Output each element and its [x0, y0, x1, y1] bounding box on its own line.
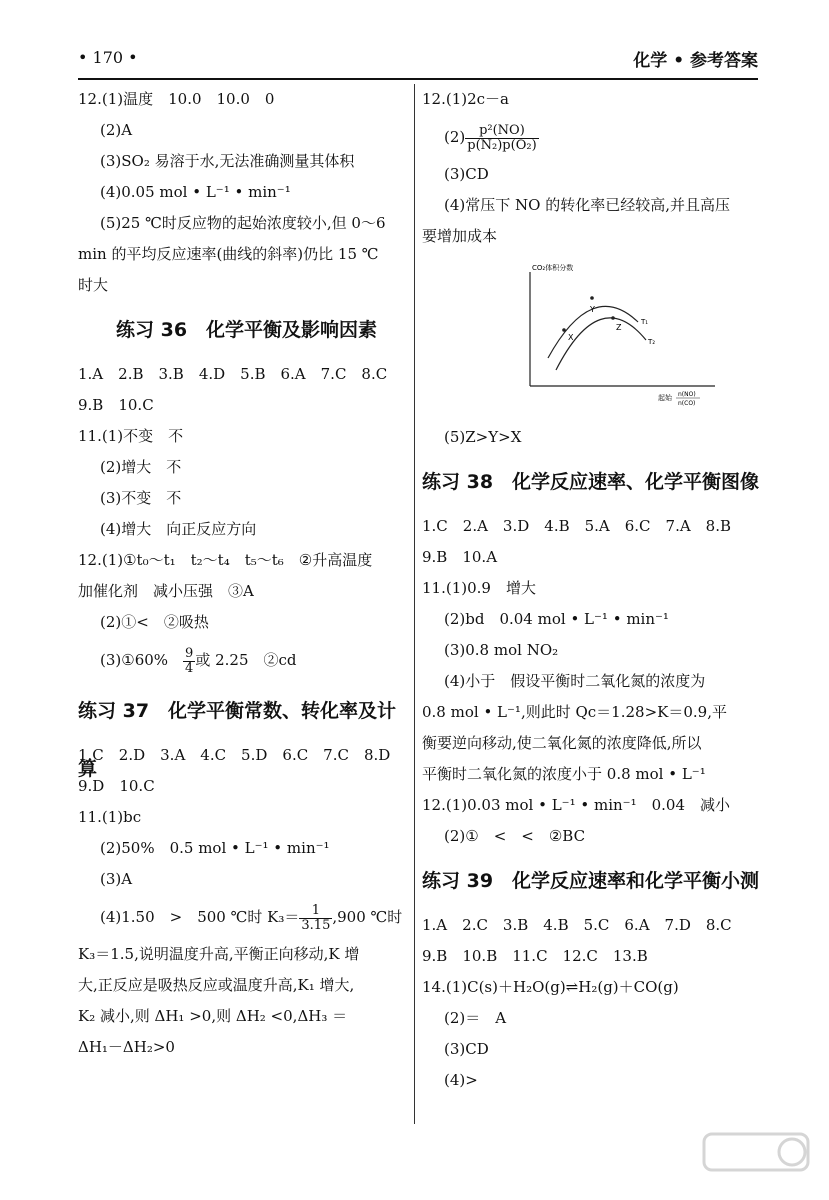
answer-line: 9.B 10.C	[78, 396, 154, 414]
answer-line: 9.D 10.C	[78, 777, 155, 795]
fraction	[299, 904, 332, 933]
header-title: 化学 • 参考答案	[633, 51, 758, 71]
text-part: (3)①60%	[100, 651, 184, 669]
answer-line: 0.8 mol • L⁻¹,则此时 Qc＝1.28>K＝0.9,平	[422, 703, 727, 721]
numerator: p²(NO)	[465, 124, 538, 139]
answer-line: min 的平均反应速率(曲线的斜率)仍比 15 ℃	[78, 245, 379, 263]
header-rule	[78, 78, 758, 80]
answer-line: 11.(1)bc	[78, 808, 142, 826]
curve-t1	[548, 306, 638, 358]
answer-line: (3)0.8 mol NO₂	[444, 641, 559, 659]
answer-line: 12.(1)温度 10.0 10.0 0	[78, 90, 275, 108]
answer-line: (2)A	[100, 121, 133, 139]
answer-line: 1.A 2.C 3.B 4.B 5.C 6.A 7.D 8.C	[422, 916, 732, 934]
watermark-svg	[700, 1130, 820, 1192]
numerator: 1	[299, 904, 332, 919]
answer-line: 14.(1)C(s)＋H₂O(g)⇌H₂(g)＋CO(g)	[422, 978, 679, 996]
answer-line: 12.(1)2c－a	[422, 90, 509, 108]
text-part: (2)	[444, 128, 466, 146]
answer-line: 加催化剂 减小压强 ③A	[78, 582, 254, 600]
t2-label: T₂	[648, 338, 656, 346]
y-axis-label: CO₂体积分数	[532, 264, 574, 272]
numerator: 9	[185, 645, 194, 661]
right-column	[422, 84, 762, 1096]
answer-line: 11.(1)0.9 增大	[422, 579, 536, 597]
denominator: 4	[185, 660, 194, 676]
answer-line: (4)小于 假设平衡时二氧化氮的浓度为	[444, 672, 706, 690]
t1-label: T₁	[641, 318, 649, 326]
answer-line: ΔH₁－ΔH₂>0	[78, 1038, 175, 1056]
section-title-39: 练习 39 化学反应速率和化学平衡小测	[422, 870, 760, 892]
answer-line: (3)A	[100, 870, 133, 888]
answer-line	[78, 895, 408, 939]
answer-line: (4)>	[444, 1071, 478, 1089]
answer-line: (2)增大 不	[100, 458, 182, 476]
answer-line: (2)① < < ②BC	[444, 827, 586, 845]
answer-line: 12.(1)①t₀～t₁ t₂～t₄ t₅～t₆ ②升高温度	[78, 551, 373, 569]
graph-svg	[510, 258, 730, 418]
point-y	[590, 296, 594, 300]
watermark-logo	[700, 1130, 820, 1192]
answer-line	[78, 638, 408, 682]
left-column	[78, 84, 408, 1063]
answer-line: 9.B 10.A	[422, 548, 498, 566]
section-title-37: 练习 37 化学平衡常数、转化率及计算	[78, 700, 397, 780]
answer-line: 9.B 10.B 11.C 12.C 13.B	[422, 947, 648, 965]
text-part: (4)1.50 > 500 ℃时 K₃＝	[100, 908, 300, 926]
text-part: 或 2.25 ②cd	[195, 651, 297, 669]
x-axis-label: 起始	[658, 394, 672, 402]
denominator: p(N₂)p(O₂)	[467, 137, 537, 153]
answer-line: 衡要逆向移动,使二氧化氮的浓度降低,所以	[422, 734, 702, 752]
answer-line: (3)CD	[444, 165, 489, 183]
answer-line: 1.C 2.A 3.D 4.B 5.A 6.C 7.A 8.B	[422, 517, 732, 535]
answer-line: 1.C 2.D 3.A 4.C 5.D 6.C 7.C 8.D	[78, 746, 391, 764]
column-divider	[414, 84, 415, 1124]
point-z-label: Z	[616, 323, 622, 332]
answer-line: (2)①< ②吸热	[100, 613, 209, 631]
watermark-circle	[779, 1139, 805, 1165]
answer-line: (4)常压下 NO 的转化率已经较高,并且高压	[444, 196, 730, 214]
answer-line: 时大	[78, 276, 109, 294]
text-part: ,900 ℃时	[332, 908, 403, 926]
answer-line: (4)0.05 mol • L⁻¹ • min⁻¹	[100, 183, 291, 201]
page-number: • 170 •	[78, 48, 138, 67]
point-y-label: Y	[590, 305, 595, 314]
answer-line	[422, 115, 762, 159]
fraction	[465, 124, 538, 153]
section-title-38: 练习 38 化学反应速率、化学平衡图像	[422, 471, 760, 493]
section-title-36: 练习 36 化学平衡及影响因素	[116, 319, 378, 341]
fraction	[183, 647, 195, 676]
answer-line: (4)增大 向正反应方向	[100, 520, 257, 538]
point-x-label: X	[568, 333, 574, 342]
x-axis-label-den: n(CO)	[678, 400, 696, 407]
answer-line: 12.(1)0.03 mol • L⁻¹ • min⁻¹ 0.04 减小	[422, 796, 730, 814]
answer-line: K₃＝1.5,说明温度升高,平衡正向移动,K 增	[78, 945, 360, 963]
x-axis-label-num: n(NO)	[678, 391, 696, 398]
equilibrium-graph	[422, 252, 762, 422]
answer-line: (3)CD	[444, 1040, 489, 1058]
answer-line: (2)＝ A	[444, 1009, 507, 1027]
answer-line: 1.A 2.B 3.B 4.D 5.B 6.A 7.C 8.C	[78, 365, 388, 383]
answer-line: (2)50% 0.5 mol • L⁻¹ • min⁻¹	[100, 839, 330, 857]
point-x	[562, 328, 566, 332]
page-header	[78, 44, 758, 78]
answer-line: 11.(1)不变 不	[78, 427, 184, 445]
answer-line: 要增加成本	[422, 227, 498, 245]
answer-line: K₂ 减小,则 ΔH₁ >0,则 ΔH₂ <0,ΔH₃ ＝	[78, 1007, 348, 1025]
answer-line: (5)25 ℃时反应物的起始浓度较小,但 0～6	[100, 214, 386, 232]
answer-line: (5)Z>Y>X	[444, 428, 522, 446]
point-z	[611, 316, 615, 320]
answer-line: (3)不变 不	[100, 489, 182, 507]
answer-line: 平衡时二氧化氮的浓度小于 0.8 mol • L⁻¹	[422, 765, 706, 783]
answer-line: (2)bd 0.04 mol • L⁻¹ • min⁻¹	[444, 610, 669, 628]
answer-line: 大,正反应是吸热反应或温度升高,K₁ 增大,	[78, 976, 355, 994]
answer-line: (3)SO₂ 易溶于水,无法准确测量其体积	[100, 152, 355, 170]
denominator: 3.15	[301, 917, 331, 933]
